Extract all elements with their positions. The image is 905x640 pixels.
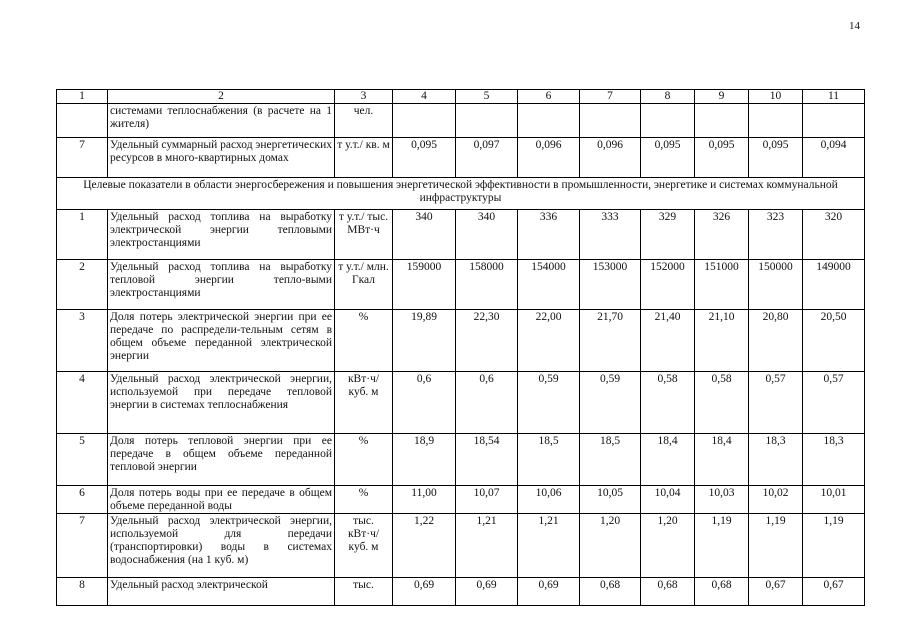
value-cell: 0,095 xyxy=(749,138,803,178)
table-row xyxy=(57,434,865,486)
indicator-name: Удельный расход топлива на выработку тепловой энергии тепло-выми электростанциями xyxy=(108,260,335,310)
value-cell: 153000 xyxy=(580,260,641,310)
value-cell: 0,57 xyxy=(803,372,865,434)
value-cell: 10,07 xyxy=(456,486,518,514)
row-number: 6 xyxy=(57,486,108,514)
value-cell: 0,095 xyxy=(695,138,749,178)
value-cell: 10,04 xyxy=(641,486,695,514)
value-cell xyxy=(580,104,641,138)
value-cell: 0,68 xyxy=(580,578,641,606)
value-cell: 0,097 xyxy=(456,138,518,178)
table-row xyxy=(57,310,865,372)
value-cell: 0,096 xyxy=(580,138,641,178)
indicator-name: Доля потерь тепловой энергии при ее передаче в общем объеме переданной тепловой энергии xyxy=(108,434,335,486)
value-cell: 0,57 xyxy=(749,372,803,434)
value-cell: 158000 xyxy=(456,260,518,310)
row-number xyxy=(57,104,108,138)
value-cell xyxy=(803,104,865,138)
value-cell: 18,3 xyxy=(803,434,865,486)
value-cell: 1,19 xyxy=(803,514,865,578)
row-number: 7 xyxy=(57,514,108,578)
unit: т у.т./ тыс. МВт·ч xyxy=(335,210,393,260)
row-number: 2 xyxy=(57,260,108,310)
unit: % xyxy=(335,310,393,372)
value-cell: 151000 xyxy=(695,260,749,310)
indicator-name: Удельный расход топлива на выработку электрической энергии тепловыми электростанциями xyxy=(108,210,335,260)
value-cell: 1,19 xyxy=(749,514,803,578)
table-row xyxy=(57,486,865,514)
value-cell xyxy=(456,104,518,138)
value-cell: 22,30 xyxy=(456,310,518,372)
value-cell: 10,01 xyxy=(803,486,865,514)
unit: % xyxy=(335,434,393,486)
value-cell xyxy=(695,104,749,138)
unit: т у.т./ кв. м xyxy=(335,138,393,178)
value-cell: 0,096 xyxy=(518,138,580,178)
column-header-7: 7 xyxy=(580,90,641,104)
table-row xyxy=(57,372,865,434)
indicator-name: Доля потерь воды при ее передаче в общем объеме переданной воды xyxy=(108,486,335,514)
value-cell: 154000 xyxy=(518,260,580,310)
table-body xyxy=(57,90,865,606)
value-cell: 0,67 xyxy=(749,578,803,606)
value-cell: 10,03 xyxy=(695,486,749,514)
section-row xyxy=(57,178,865,210)
value-cell: 0,095 xyxy=(393,138,456,178)
unit: % xyxy=(335,486,393,514)
value-cell: 10,02 xyxy=(749,486,803,514)
value-cell: 1,21 xyxy=(456,514,518,578)
value-cell: 326 xyxy=(695,210,749,260)
value-cell xyxy=(641,104,695,138)
value-cell: 0,69 xyxy=(456,578,518,606)
value-cell: 0,59 xyxy=(580,372,641,434)
header-row xyxy=(57,90,865,104)
unit: тыс. кВт·ч/ куб. м xyxy=(335,514,393,578)
value-cell: 0,095 xyxy=(641,138,695,178)
page-number: 14 xyxy=(849,20,860,32)
value-cell: 320 xyxy=(803,210,865,260)
table-row xyxy=(57,138,865,178)
value-cell: 20,50 xyxy=(803,310,865,372)
unit: чел. xyxy=(335,104,393,138)
row-number: 1 xyxy=(57,210,108,260)
value-cell: 0,68 xyxy=(695,578,749,606)
value-cell: 152000 xyxy=(641,260,695,310)
table-row xyxy=(57,578,865,606)
value-cell: 22,00 xyxy=(518,310,580,372)
column-header-8: 8 xyxy=(641,90,695,104)
indicator-name: системами теплоснабжения (в расчете на 1 жителя) xyxy=(108,104,335,138)
column-header-6: 6 xyxy=(518,90,580,104)
value-cell: 18,4 xyxy=(641,434,695,486)
value-cell: 19,89 xyxy=(393,310,456,372)
value-cell xyxy=(749,104,803,138)
value-cell: 159000 xyxy=(393,260,456,310)
value-cell: 10,06 xyxy=(518,486,580,514)
value-cell: 0,69 xyxy=(393,578,456,606)
value-cell: 323 xyxy=(749,210,803,260)
value-cell: 21,40 xyxy=(641,310,695,372)
value-cell: 0,68 xyxy=(641,578,695,606)
value-cell: 18,9 xyxy=(393,434,456,486)
indicator-name: Доля потерь электрической энергии при ее передаче по распредели-тельным сетям в общем объеме переданной электрической энергии xyxy=(108,310,335,372)
column-header-11: 11 xyxy=(803,90,865,104)
value-cell: 0,6 xyxy=(393,372,456,434)
value-cell: 1,22 xyxy=(393,514,456,578)
indicators-table xyxy=(56,89,865,606)
value-cell: 0,67 xyxy=(803,578,865,606)
indicator-name: Удельный расход электрической энергии, используемой при передаче тепловой энергии в системах теплоснабжения xyxy=(108,372,335,434)
value-cell: 340 xyxy=(393,210,456,260)
value-cell: 0,58 xyxy=(641,372,695,434)
row-number: 7 xyxy=(57,138,108,178)
value-cell: 18,4 xyxy=(695,434,749,486)
table-row xyxy=(57,210,865,260)
table-row xyxy=(57,514,865,578)
value-cell: 11,00 xyxy=(393,486,456,514)
indicator-name: Удельный расход электрической xyxy=(108,578,335,606)
value-cell: 1,20 xyxy=(580,514,641,578)
unit: кВт·ч/ куб. м xyxy=(335,372,393,434)
value-cell: 21,70 xyxy=(580,310,641,372)
value-cell: 149000 xyxy=(803,260,865,310)
value-cell: 21,10 xyxy=(695,310,749,372)
value-cell: 18,5 xyxy=(518,434,580,486)
row-number: 4 xyxy=(57,372,108,434)
unit: тыс. xyxy=(335,578,393,606)
value-cell: 18,5 xyxy=(580,434,641,486)
value-cell: 150000 xyxy=(749,260,803,310)
value-cell: 329 xyxy=(641,210,695,260)
row-number: 8 xyxy=(57,578,108,606)
column-header-3: 3 xyxy=(335,90,393,104)
value-cell xyxy=(518,104,580,138)
value-cell: 336 xyxy=(518,210,580,260)
table-row xyxy=(57,104,865,138)
indicator-name: Удельный расход электрической энергии, используемой для передачи (транспортировки) воды в системах водоснабжения (на 1 куб. м) xyxy=(108,514,335,578)
value-cell: 10,05 xyxy=(580,486,641,514)
indicator-name: Удельный суммарный расход энергетических ресурсов в много-квартирных домах xyxy=(108,138,335,178)
value-cell: 1,20 xyxy=(641,514,695,578)
row-number: 3 xyxy=(57,310,108,372)
value-cell: 1,19 xyxy=(695,514,749,578)
value-cell: 0,094 xyxy=(803,138,865,178)
value-cell: 1,21 xyxy=(518,514,580,578)
column-header-4: 4 xyxy=(393,90,456,104)
table-row xyxy=(57,260,865,310)
value-cell: 18,3 xyxy=(749,434,803,486)
unit: т у.т./ млн. Гкал xyxy=(335,260,393,310)
column-header-2: 2 xyxy=(108,90,335,104)
value-cell: 340 xyxy=(456,210,518,260)
value-cell: 0,58 xyxy=(695,372,749,434)
value-cell: 0,69 xyxy=(518,578,580,606)
value-cell: 18,54 xyxy=(456,434,518,486)
value-cell: 20,80 xyxy=(749,310,803,372)
value-cell xyxy=(393,104,456,138)
value-cell: 333 xyxy=(580,210,641,260)
column-header-1: 1 xyxy=(57,90,108,104)
value-cell: 0,59 xyxy=(518,372,580,434)
column-header-9: 9 xyxy=(695,90,749,104)
column-header-10: 10 xyxy=(749,90,803,104)
value-cell: 0,6 xyxy=(456,372,518,434)
section-title: Целевые показатели в области энергосбережения и повышения энергетической эффективности в промышленности, энергетике и системах коммунальной инфраструктуры xyxy=(57,178,865,210)
column-header-5: 5 xyxy=(456,90,518,104)
row-number: 5 xyxy=(57,434,108,486)
